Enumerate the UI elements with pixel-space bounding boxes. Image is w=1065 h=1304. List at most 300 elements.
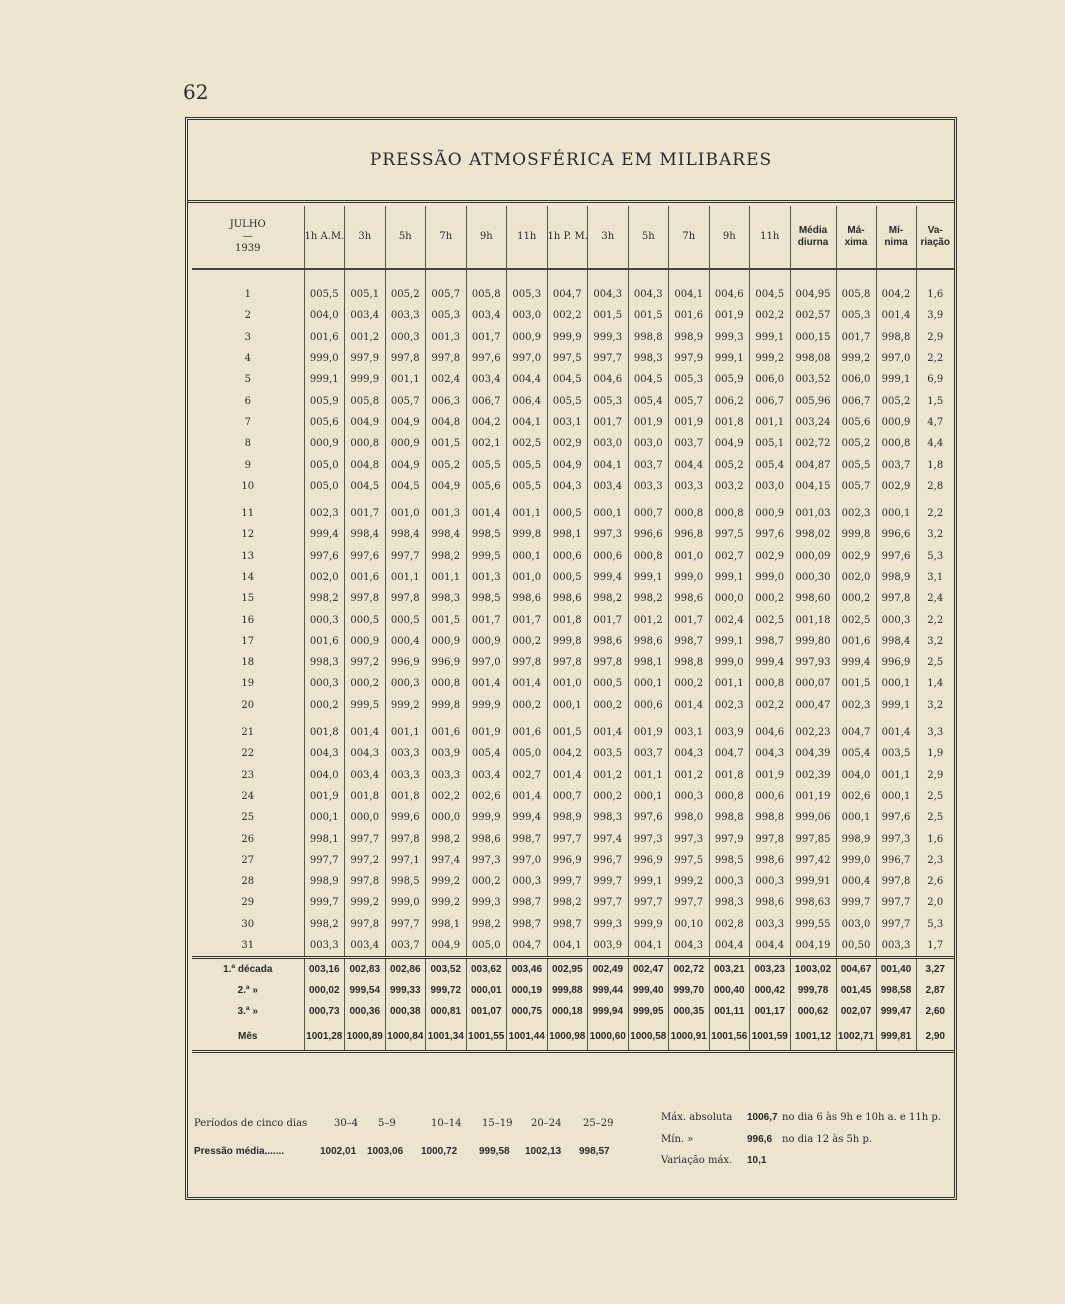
value-cell: 004,2	[876, 269, 916, 305]
period-pressure: 999,58	[479, 1146, 510, 1157]
periods-label: Períodos de cinco dias	[194, 1118, 308, 1129]
value-cell: 000,07	[790, 673, 836, 694]
value-cell: 997,7	[385, 546, 426, 567]
value-cell: 999,3	[588, 914, 629, 935]
min-absolute-label: Mín. »	[661, 1134, 694, 1145]
value-cell: 998,2	[466, 914, 507, 935]
value-cell: 000,9	[304, 433, 345, 454]
summary-value: 000,19	[507, 980, 548, 1001]
media-header: Média diurna	[790, 206, 836, 269]
value-cell: 001,4	[507, 786, 548, 807]
summary-value: 1000,91	[669, 1022, 710, 1052]
value-cell: 004,5	[547, 369, 588, 390]
period-pressure: 998,57	[579, 1146, 610, 1157]
period-range: 30–4	[334, 1118, 359, 1129]
summary-value: 1003,02	[790, 958, 836, 981]
value-cell: 999,4	[588, 567, 629, 588]
value-cell: 000,2	[507, 695, 548, 716]
day-cell: 29	[241, 897, 255, 909]
value-cell: 001,8	[345, 786, 386, 807]
value-cell: 000,8	[345, 433, 386, 454]
value-cell: 1,9	[916, 743, 954, 764]
value-cell: 001,1	[750, 412, 791, 433]
value-cell: 000,1	[628, 673, 669, 694]
value-cell: 001,6	[304, 327, 345, 348]
value-cell: 004,19	[790, 935, 836, 958]
day-cell: 21	[241, 727, 255, 739]
min-absolute-value: 996,6	[747, 1134, 773, 1145]
value-cell: 001,9	[628, 412, 669, 433]
value-cell: 001,6	[836, 631, 876, 652]
period-pressure: 1000,72	[421, 1146, 458, 1157]
summary-row	[192, 1022, 954, 1052]
day-cell: 18	[241, 657, 255, 669]
value-cell: 004,0	[304, 305, 345, 326]
value-cell: 000,5	[385, 609, 426, 630]
value-cell: 001,0	[385, 503, 426, 524]
month-header	[192, 206, 304, 269]
value-cell: 002,9	[750, 546, 791, 567]
value-cell: 000,8	[750, 673, 791, 694]
month-name: JULHO	[229, 219, 266, 230]
value-cell: 003,1	[669, 722, 710, 743]
value-cell: 002,0	[836, 567, 876, 588]
day-cell: 6	[244, 395, 251, 407]
value-cell: 999,2	[426, 892, 467, 913]
value-cell: 001,8	[709, 765, 750, 786]
value-cell: 000,2	[304, 695, 345, 716]
value-cell: 000,30	[790, 567, 836, 588]
variation-max-label: Variação máx.	[661, 1155, 733, 1166]
hour-header: 3h	[588, 206, 629, 269]
value-cell: 004,3	[669, 743, 710, 764]
value-cell: 999,1	[709, 631, 750, 652]
value-cell: 997,85	[790, 828, 836, 849]
value-cell: 002,2	[750, 305, 791, 326]
value-cell: 002,2	[750, 695, 791, 716]
value-cell: 002,8	[709, 914, 750, 935]
value-cell: 004,7	[709, 743, 750, 764]
value-cell: 004,6	[588, 369, 629, 390]
value-cell: 002,3	[836, 695, 876, 716]
hour-header: 1h A.M.	[304, 206, 345, 269]
day-cell: 1	[244, 289, 251, 301]
period-pressure: 1003,06	[367, 1146, 404, 1157]
value-cell: 997,9	[345, 348, 386, 369]
value-cell: 997,1	[385, 850, 426, 871]
value-cell: 997,42	[790, 850, 836, 871]
summary-value: 999,88	[547, 980, 588, 1001]
value-cell: 001,1	[426, 567, 467, 588]
value-cell: 005,0	[466, 935, 507, 958]
table-row	[192, 786, 954, 807]
value-cell: 001,1	[628, 765, 669, 786]
value-cell: 001,7	[466, 327, 507, 348]
value-cell: 003,4	[345, 305, 386, 326]
value-cell: 997,7	[588, 892, 629, 913]
value-cell: 004,2	[547, 743, 588, 764]
value-cell: 004,3	[750, 743, 791, 764]
summary-rows	[192, 958, 954, 1052]
value-cell: 003,3	[385, 765, 426, 786]
value-cell: 002,39	[790, 765, 836, 786]
value-cell: 2,5	[916, 786, 954, 807]
summary-value: 002,07	[836, 1001, 876, 1022]
period-pressure: 1002,13	[525, 1146, 562, 1157]
table-row	[192, 871, 954, 892]
month-year: 1939	[235, 243, 261, 254]
value-cell: 997,3	[669, 828, 710, 849]
value-cell: 002,6	[836, 786, 876, 807]
summary-value: 999,81	[876, 1022, 916, 1052]
value-cell: 003,7	[669, 433, 710, 454]
value-cell: 998,6	[466, 828, 507, 849]
summary-row	[192, 1001, 954, 1022]
value-cell: 001,7	[588, 412, 629, 433]
daily-rows	[192, 269, 954, 958]
summary-value: 1000,60	[588, 1022, 629, 1052]
value-cell: 002,4	[426, 369, 467, 390]
table-row	[192, 454, 954, 475]
value-cell: 998,0	[669, 807, 710, 828]
summary-value: 000,36	[345, 1001, 386, 1022]
value-cell: 001,9	[669, 412, 710, 433]
value-cell: 999,1	[628, 567, 669, 588]
value-cell: 000,15	[790, 327, 836, 348]
value-cell: 000,1	[628, 786, 669, 807]
table-row	[192, 369, 954, 390]
summary-value: 999,95	[628, 1001, 669, 1022]
value-cell: 002,57	[790, 305, 836, 326]
value-cell: 998,6	[669, 588, 710, 609]
value-cell: 005,96	[790, 390, 836, 411]
value-cell: 5,3	[916, 546, 954, 567]
value-cell: 997,7	[628, 892, 669, 913]
day-cell: 3	[244, 331, 251, 343]
value-cell: 998,02	[790, 524, 836, 545]
value-cell: 998,3	[304, 652, 345, 673]
day-cell: 4	[244, 353, 251, 365]
value-cell: 998,4	[426, 524, 467, 545]
value-cell: 998,8	[750, 807, 791, 828]
value-cell: 003,3	[628, 476, 669, 497]
value-cell: 999,7	[304, 892, 345, 913]
value-cell: 003,2	[709, 476, 750, 497]
value-cell: 004,5	[628, 369, 669, 390]
day-cell: 14	[241, 572, 255, 583]
table-row	[192, 305, 954, 326]
value-cell: 002,1	[466, 433, 507, 454]
value-cell: 001,8	[385, 786, 426, 807]
value-cell: 997,5	[547, 348, 588, 369]
day-cell: 22	[241, 748, 255, 760]
value-cell: 005,4	[466, 743, 507, 764]
value-cell: 005,8	[345, 390, 386, 411]
value-cell: 003,4	[466, 305, 507, 326]
value-cell: 001,6	[426, 722, 467, 743]
value-cell: 005,7	[669, 390, 710, 411]
value-cell: 000,9	[507, 327, 548, 348]
value-cell: 997,3	[588, 524, 629, 545]
value-cell: 2,4	[916, 588, 954, 609]
value-cell: 000,4	[385, 631, 426, 652]
value-cell: 999,2	[426, 871, 467, 892]
value-cell: 999,9	[547, 327, 588, 348]
value-cell: 2,3	[916, 850, 954, 871]
value-cell: 001,4	[669, 695, 710, 716]
value-cell: 998,4	[345, 524, 386, 545]
value-cell: 2,8	[916, 476, 954, 497]
value-cell: 006,7	[750, 390, 791, 411]
day-cell: 11	[241, 508, 255, 520]
value-cell: 003,1	[547, 412, 588, 433]
value-cell: 5,3	[916, 914, 954, 935]
value-cell: 1,8	[916, 454, 954, 475]
period-range: 10–14	[431, 1118, 462, 1129]
value-cell: 003,7	[628, 454, 669, 475]
summary-value: 003,23	[750, 958, 791, 981]
value-cell: 000,2	[588, 695, 629, 716]
value-cell: 001,4	[466, 673, 507, 694]
hour-header: 3h	[345, 206, 386, 269]
value-cell: 003,9	[709, 722, 750, 743]
value-cell: 999,1	[876, 369, 916, 390]
value-cell: 999,1	[876, 695, 916, 716]
value-cell: 001,19	[790, 786, 836, 807]
value-cell: 997,7	[669, 892, 710, 913]
summary-value: 999,78	[790, 980, 836, 1001]
period-range: 5–9	[378, 1118, 396, 1129]
value-cell: 004,8	[426, 412, 467, 433]
value-cell: 000,1	[876, 673, 916, 694]
value-cell: 003,24	[790, 412, 836, 433]
value-cell: 997,93	[790, 652, 836, 673]
value-cell: 004,2	[466, 412, 507, 433]
value-cell: 005,6	[304, 412, 345, 433]
value-cell: 3,1	[916, 567, 954, 588]
value-cell: 998,7	[750, 631, 791, 652]
value-cell: 997,0	[507, 850, 548, 871]
value-cell: 996,9	[385, 652, 426, 673]
summary-value: 000,62	[790, 1001, 836, 1022]
period-range: 20–24	[531, 1118, 562, 1129]
value-cell: 004,95	[790, 269, 836, 305]
value-cell: 005,1	[345, 269, 386, 305]
table-title: PRESSÃO ATMOSFÉRICA EM MILIBARES	[188, 120, 954, 203]
value-cell: 001,8	[304, 722, 345, 743]
summary-value: 002,47	[628, 958, 669, 981]
summary-value: 1001,12	[790, 1022, 836, 1052]
value-cell: 998,6	[507, 588, 548, 609]
value-cell: 004,4	[669, 454, 710, 475]
value-cell: 998,7	[507, 914, 548, 935]
value-cell: 002,0	[304, 567, 345, 588]
value-cell: 997,2	[345, 652, 386, 673]
value-cell: 003,9	[426, 743, 467, 764]
value-cell: 998,1	[304, 828, 345, 849]
hour-header: 5h	[628, 206, 669, 269]
day-cell: 30	[241, 918, 255, 930]
table-row	[192, 433, 954, 454]
value-cell: 997,6	[345, 546, 386, 567]
value-cell: 001,0	[507, 567, 548, 588]
value-cell: 997,8	[345, 871, 386, 892]
summary-value: 3,27	[916, 958, 954, 981]
max-absolute-label: Máx. absoluta	[661, 1112, 733, 1123]
value-cell: 003,5	[588, 743, 629, 764]
value-cell: 001,9	[709, 305, 750, 326]
value-cell: 999,5	[345, 695, 386, 716]
value-cell: 998,6	[628, 631, 669, 652]
value-cell: 000,5	[547, 503, 588, 524]
value-cell: 2,5	[916, 807, 954, 828]
summary-value: 003,16	[304, 958, 345, 981]
value-cell: 996,9	[547, 850, 588, 871]
value-cell: 000,8	[669, 503, 710, 524]
value-cell: 997,8	[426, 348, 467, 369]
value-cell: 000,9	[345, 631, 386, 652]
value-cell: 000,2	[466, 871, 507, 892]
value-cell: 001,7	[345, 503, 386, 524]
value-cell: 999,1	[709, 567, 750, 588]
value-cell: 000,2	[588, 786, 629, 807]
value-cell: 004,4	[750, 935, 791, 958]
value-cell: 997,4	[426, 850, 467, 871]
value-cell: 999,4	[836, 652, 876, 673]
summary-value: 002,95	[547, 958, 588, 981]
value-cell: 003,4	[588, 476, 629, 497]
value-cell: 001,0	[669, 546, 710, 567]
table-row	[192, 695, 954, 716]
summary-value: 001,11	[709, 1001, 750, 1022]
value-cell: 004,7	[547, 269, 588, 305]
value-cell: 005,7	[426, 269, 467, 305]
value-cell: 004,9	[547, 454, 588, 475]
value-cell: 006,0	[750, 369, 791, 390]
value-cell: 000,5	[588, 673, 629, 694]
min-absolute-note: no dia 12 às 5h p.	[782, 1134, 873, 1145]
summary-value: 000,35	[669, 1001, 710, 1022]
value-cell: 996,7	[876, 850, 916, 871]
summary-value: 998,58	[876, 980, 916, 1001]
value-cell: 997,2	[345, 850, 386, 871]
value-cell: 998,2	[304, 588, 345, 609]
summary-value: 003,62	[466, 958, 507, 981]
max-absolute-value: 1006,7	[747, 1112, 778, 1123]
day-cell: 8	[244, 438, 251, 450]
value-cell: 2,0	[916, 892, 954, 913]
table-row	[192, 412, 954, 433]
value-cell: 998,6	[547, 588, 588, 609]
table-row	[192, 765, 954, 786]
value-cell: 998,6	[750, 892, 791, 913]
value-cell: 004,9	[385, 412, 426, 433]
summary-value: 004,67	[836, 958, 876, 981]
header-row	[192, 206, 954, 269]
value-cell: 005,0	[304, 454, 345, 475]
value-cell: 005,2	[876, 390, 916, 411]
value-cell: 998,3	[628, 348, 669, 369]
value-cell: 005,5	[836, 454, 876, 475]
value-cell: 2,6	[916, 871, 954, 892]
value-cell: 999,2	[345, 892, 386, 913]
summary-value: 1001,56	[709, 1022, 750, 1052]
summary-label: 1.ª década	[192, 958, 304, 981]
day-cell: 13	[241, 550, 255, 562]
summary-value: 001,40	[876, 958, 916, 981]
table-row	[192, 807, 954, 828]
value-cell: 002,23	[790, 722, 836, 743]
value-cell: 000,9	[426, 631, 467, 652]
value-cell: 997,3	[466, 850, 507, 871]
day-cell: 31	[241, 940, 255, 952]
value-cell: 001,5	[426, 609, 467, 630]
value-cell: 003,3	[426, 765, 467, 786]
value-cell: 000,8	[709, 503, 750, 524]
summary-value: 000,42	[750, 980, 791, 1001]
value-cell: 005,3	[669, 369, 710, 390]
value-cell: 002,9	[547, 433, 588, 454]
value-cell: 997,6	[628, 807, 669, 828]
value-cell: 000,3	[304, 673, 345, 694]
summary-value: 1000,84	[385, 1022, 426, 1052]
value-cell: 996,9	[876, 652, 916, 673]
value-cell: 999,0	[669, 567, 710, 588]
value-cell: 001,4	[876, 722, 916, 743]
value-cell: 998,6	[588, 631, 629, 652]
value-cell: 004,5	[750, 269, 791, 305]
value-cell: 2,9	[916, 327, 954, 348]
value-cell: 000,1	[304, 807, 345, 828]
summary-row	[192, 958, 954, 981]
summary-value: 000,81	[426, 1001, 467, 1022]
value-cell: 000,0	[426, 807, 467, 828]
value-cell: 999,3	[709, 327, 750, 348]
summary-value: 2,60	[916, 1001, 954, 1022]
value-cell: 004,4	[507, 369, 548, 390]
summary-value: 2,87	[916, 980, 954, 1001]
value-cell: 000,2	[669, 673, 710, 694]
value-cell: 001,6	[669, 305, 710, 326]
table-row	[192, 524, 954, 545]
value-cell: 002,4	[709, 609, 750, 630]
value-cell: 000,2	[750, 588, 791, 609]
value-cell: 005,9	[709, 369, 750, 390]
value-cell: 2,9	[916, 765, 954, 786]
value-cell: 005,5	[507, 476, 548, 497]
value-cell: 000,1	[547, 695, 588, 716]
value-cell: 001,7	[836, 327, 876, 348]
value-cell: 002,5	[836, 609, 876, 630]
value-cell: 005,1	[750, 433, 791, 454]
value-cell: 998,08	[790, 348, 836, 369]
value-cell: 000,3	[876, 609, 916, 630]
value-cell: 998,2	[588, 588, 629, 609]
summary-value: 002,86	[385, 958, 426, 981]
summary-value: 1000,58	[628, 1022, 669, 1052]
hour-header: 9h	[466, 206, 507, 269]
value-cell: 998,6	[750, 850, 791, 871]
value-cell: 000,09	[790, 546, 836, 567]
value-cell: 999,2	[836, 348, 876, 369]
page-number: 62	[183, 80, 209, 104]
value-cell: 001,18	[790, 609, 836, 630]
value-cell: 999,5	[466, 546, 507, 567]
summary-value: 000,75	[507, 1001, 548, 1022]
value-cell: 998,3	[588, 807, 629, 828]
value-cell: 003,3	[750, 914, 791, 935]
value-cell: 000,9	[385, 433, 426, 454]
